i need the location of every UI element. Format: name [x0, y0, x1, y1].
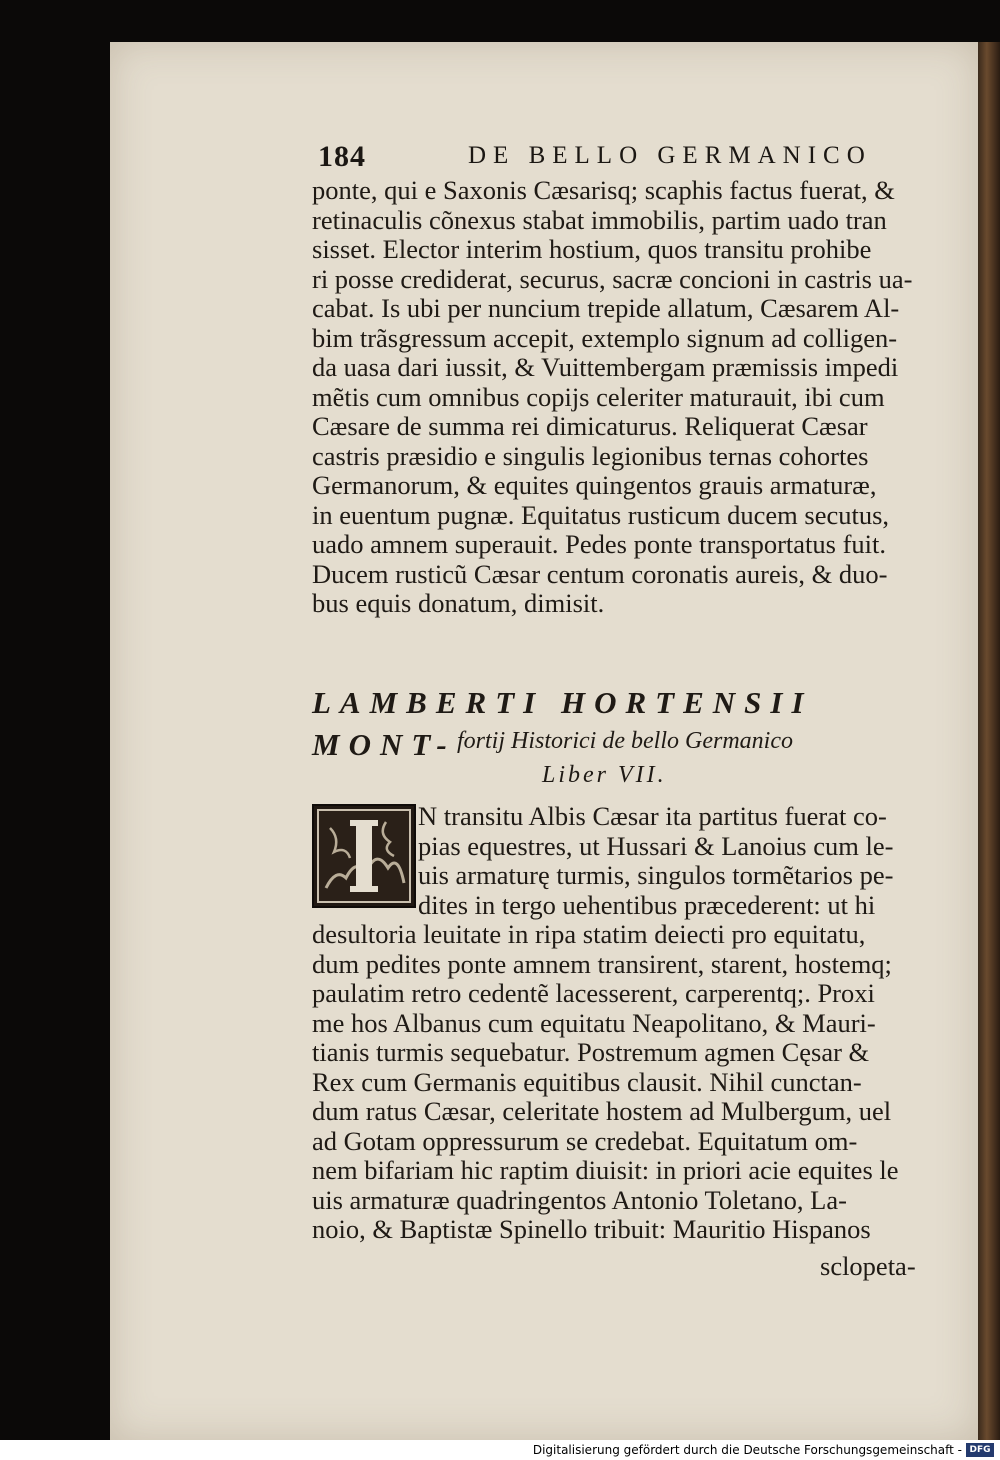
text-line: pias equestres, ut Hussari & Lanoius cum le-: [418, 831, 894, 861]
text-line: ad Gotam oppressurum se credebat. Equitatum om-: [312, 1126, 858, 1156]
footer-bar: [0, 1440, 1000, 1460]
paragraph-2: [312, 920, 938, 1245]
paragraph-2-indented: [418, 802, 938, 920]
text-line: Rex cum Germanis equitibus clausit. Nihil cunctan-: [312, 1067, 862, 1097]
text-line: Cæsare de summa rei dimicaturus. Reliquerat Cæsar: [312, 412, 868, 441]
text-line: uado amnem superauit. Pedes ponte transportatus fuit.: [312, 530, 887, 559]
text-line: dum ratus Cæsar, celeritate hostem ad Mulbergum, uel: [312, 1097, 892, 1126]
text-line: uis armaturę turmis, singulos tormẽtarios pe-: [418, 861, 894, 890]
text-line: castris præsidio e singulis legionibus ternas cohortes: [312, 441, 869, 471]
chapter-title: [312, 682, 938, 792]
text-line: tianis turmis sequebatur. Postremum agmen Cęsar &: [312, 1038, 870, 1067]
chapter-book-number: Liber VII.: [542, 762, 667, 788]
text-line: noio, & Baptistæ Spinello tribuit: Mauritio Hispanos: [312, 1215, 871, 1244]
text-line: me hos Albanus cum equitatu Neapolitano, & Mauri-: [312, 1008, 876, 1038]
text-line: Ducem rusticũ Cæsar centum coronatis aureis, & duo-: [312, 559, 888, 589]
chapter-title-line-1: LAMBERTI HORTENSII MONT-: [312, 685, 813, 762]
catchword-text: sclopeta-: [820, 1252, 916, 1281]
text-line: ri posse crediderat, securus, sacræ concioni in castris ua-: [312, 264, 913, 294]
decorated-initial-graphic: [316, 808, 412, 904]
text-line: cabat. Is ubi per nuncium trepide allatum, Cæsarem Al-: [312, 294, 900, 323]
running-head: DE BELLO GERMANICO: [468, 142, 872, 169]
text-line: sisset. Elector interim hostium, quos transitu prohibe: [312, 235, 872, 264]
text-line: bus equis donatum, dimisit.: [312, 589, 605, 618]
catchword: [820, 1252, 940, 1282]
text-line: N transitu Albis Cæsar ita partitus fuerat co-: [418, 802, 887, 831]
text-line: ponte, qui e Saxonis Cæsarisq; scaphis factus fuerat, &: [312, 176, 895, 205]
text-line: paulatim retro cedentẽ lacesserent, carperentq;. Proxi: [312, 979, 875, 1008]
dfg-logo-icon: DFG: [966, 1443, 994, 1457]
text-line: uis armaturæ quadringentos Antonio Toletano, La-: [312, 1185, 847, 1215]
text-line: in euentum pugnæ. Equitatus rusticum ducem secutus,: [312, 500, 890, 530]
text-line: bim trãsgressum accepit, extemplo signum ad colligen-: [312, 323, 898, 353]
text-line: dites in tergo uehentibus præcederent: ut hi: [418, 890, 876, 920]
text-line: nem bifariam hic raptim diuisit: in priori acie equites le: [312, 1156, 899, 1185]
decorated-initial-icon: [312, 804, 416, 908]
text-line: Germanorum, & equites quingentos grauis armaturæ,: [312, 471, 877, 500]
text-line: retinaculis cõnexus stabat immobilis, partim uado tran: [312, 205, 887, 235]
text-line: mẽtis cum omnibus copijs celeriter maturauit, ibi cum: [312, 382, 885, 412]
page-header: [318, 140, 878, 180]
page-number: 184: [318, 140, 366, 173]
text-line: dum pedites ponte amnem transirent, starent, hostemq;: [312, 949, 892, 979]
chapter-title-line-2: fortij Historici de bello Germanico: [457, 728, 793, 754]
text-line: desultoria leuitate in ripa statim deiecti pro equitatu,: [312, 920, 866, 949]
paragraph-1: [312, 176, 938, 619]
book-binding-edge: [978, 42, 1000, 1440]
funding-notice: Digitalisierung gefördert durch die Deutsche Forschungsgemeinschaft -: [532, 1443, 962, 1457]
text-line: da uasa dari iussit, & Vuittembergam præmissis impedi: [312, 353, 899, 382]
